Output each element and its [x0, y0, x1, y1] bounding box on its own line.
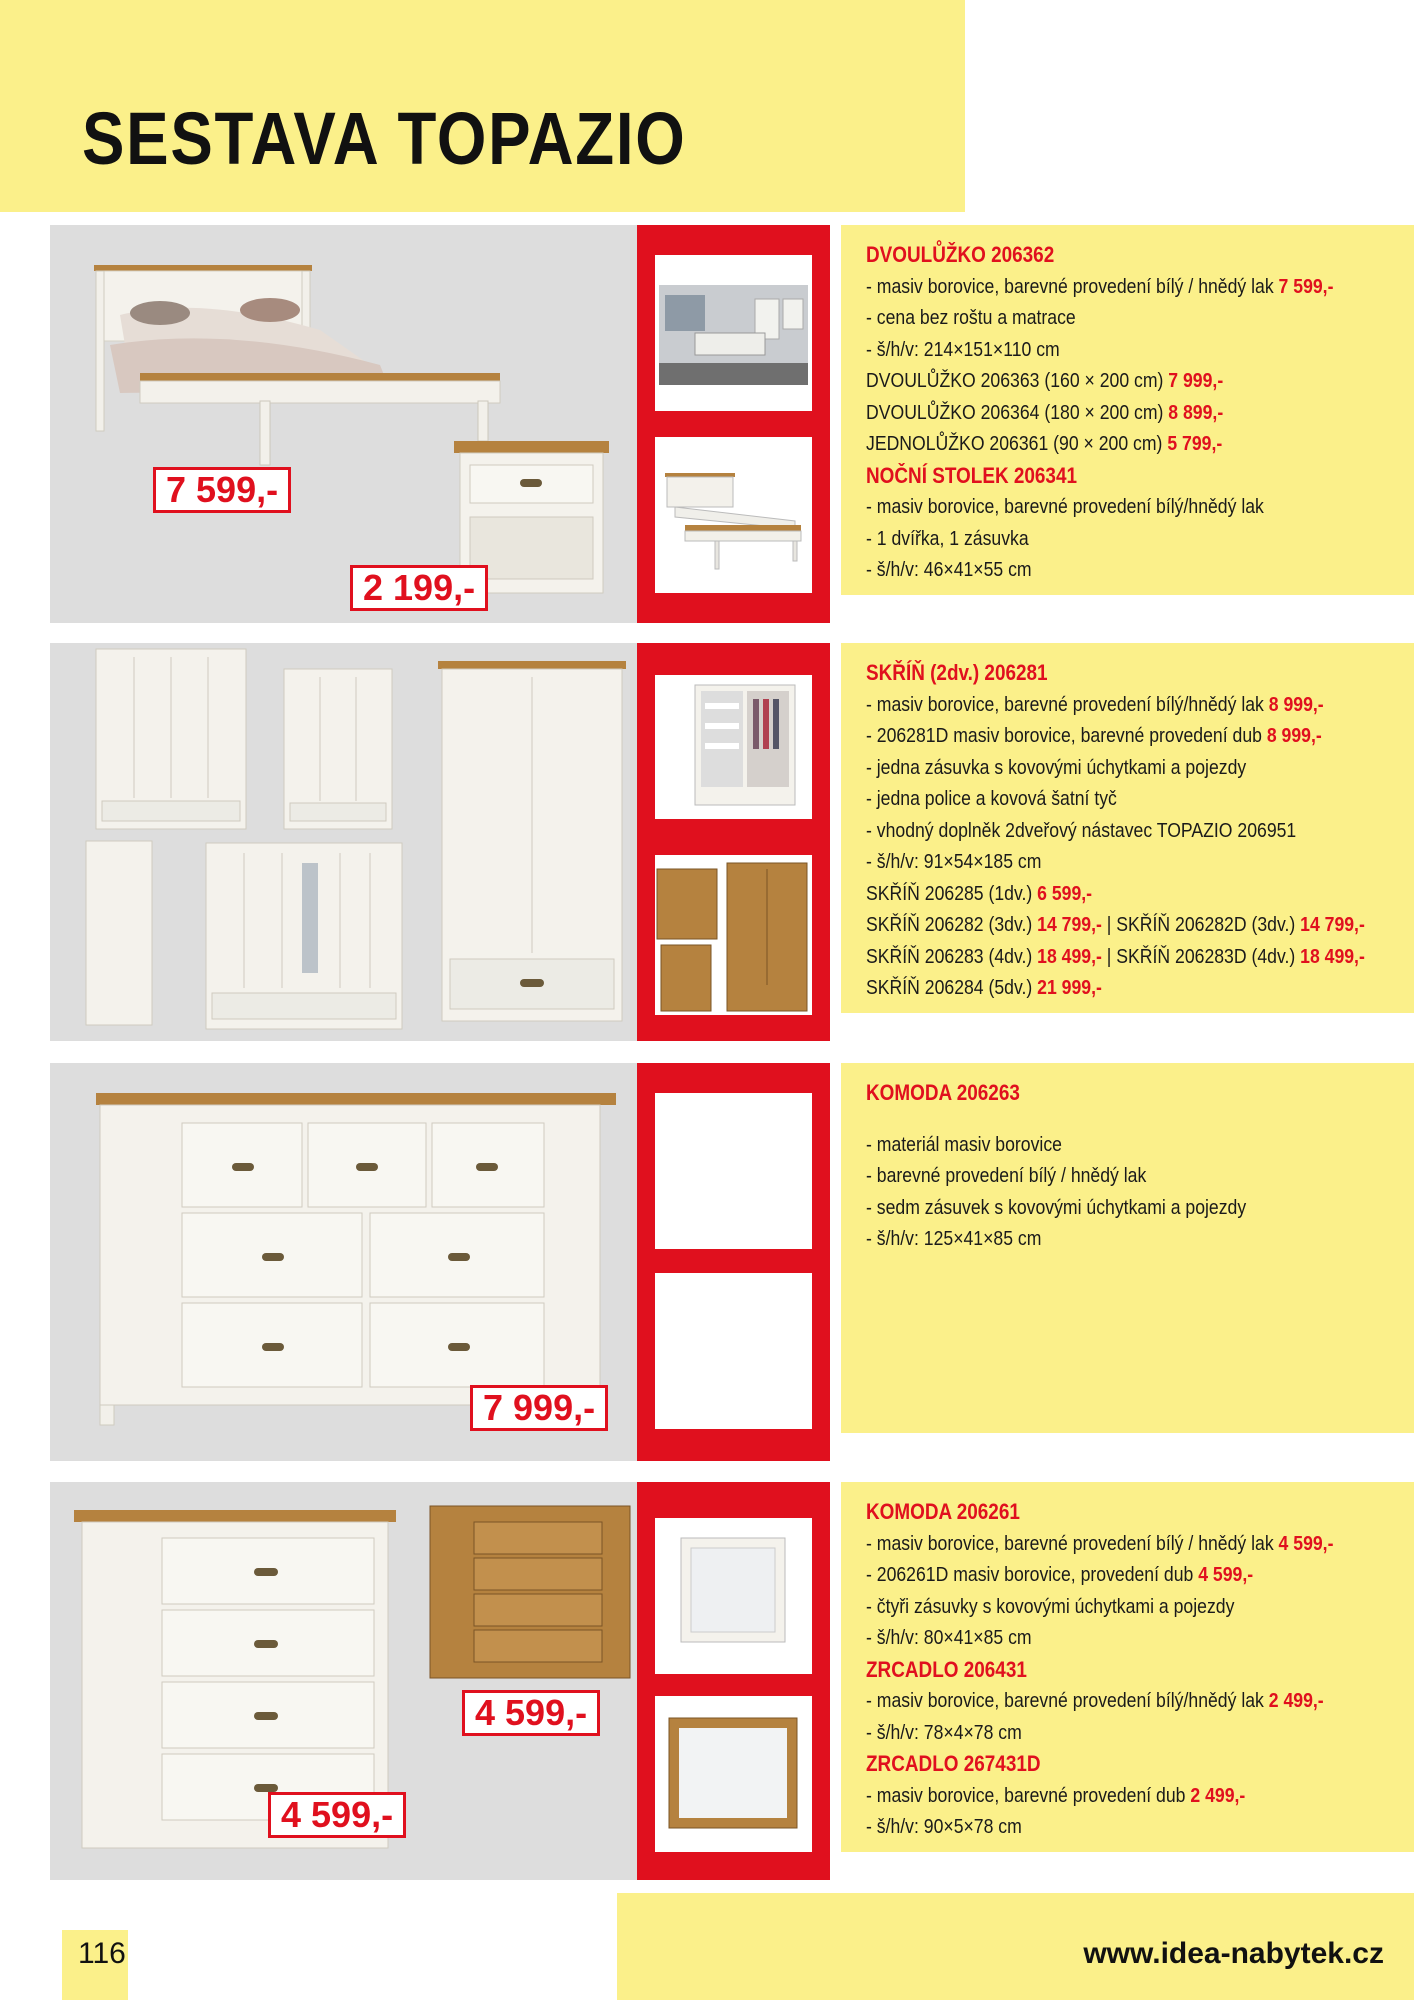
line-text: - vhodný doplněk 2dveřový nástavec TOPAZIO 206951 [866, 818, 1297, 842]
line-text: ZRCADLO 267431D [866, 1751, 1041, 1776]
line-text: SKŘÍŇ (2dv.) 206281 [866, 660, 1048, 685]
product-detail-line [866, 972, 1337, 1004]
section-3-thumb-strip [637, 1063, 830, 1461]
product-detail-line [866, 878, 1337, 910]
thumb-mirror-oak [655, 1696, 812, 1852]
bed-and-nightstand-illustration [50, 225, 637, 623]
product-heading [866, 1496, 1337, 1528]
line-text: - masiv borovice, barevné provedení bílý / hnědý lak [866, 274, 1279, 298]
line-text: SKŘÍŇ 206282 (3dv.) [866, 913, 1038, 936]
section-2-text [841, 643, 1414, 1013]
website-link[interactable]: www.idea-nabytek.cz [1083, 1937, 1384, 1970]
line-text: - sedm zásuvek s kovovými úchytkami a pojezdy [866, 1195, 1247, 1219]
price-tag-bed: 7 599,- [153, 467, 291, 513]
thumb-mirror-white [655, 1518, 812, 1674]
line-text: - š/h/v: 125×41×85 cm [866, 1227, 1042, 1250]
line-price: 2 499,- [1268, 1689, 1324, 1712]
section-1-text [841, 225, 1414, 595]
line-price: 4 599,- [1198, 1563, 1254, 1586]
line-text: - masiv borovice, barevné provedení dub [866, 1783, 1191, 1807]
product-detail-line [866, 1223, 1337, 1255]
line-text: - barevné provedení bílý / hnědý lak [866, 1164, 1147, 1187]
line-text: KOMODA 206261 [866, 1499, 1020, 1524]
line-text: KOMODA 206263 [866, 1080, 1020, 1105]
product-heading [866, 460, 1337, 492]
line-price-2: 14 799,- [1300, 913, 1365, 936]
page-title: SESTAVA TOPAZIO [82, 97, 687, 180]
product-detail-line [866, 1811, 1337, 1843]
thumb-empty-1 [655, 1093, 812, 1249]
product-detail-line [866, 1780, 1337, 1812]
product-detail-line [866, 815, 1337, 847]
product-detail-line [866, 846, 1337, 878]
line-text: - masiv borovice, barevné provedení bílý / hnědý lak [866, 1531, 1279, 1555]
product-detail-line [866, 1591, 1337, 1623]
product-heading [866, 1077, 1337, 1109]
line-text: SKŘÍŇ 206283 (4dv.) [866, 944, 1038, 968]
line-text-2: | SKŘÍŇ 206282D (3dv.) [1101, 913, 1301, 936]
product-heading [866, 657, 1337, 689]
line-price: 21 999,- [1037, 976, 1102, 999]
line-text: - š/h/v: 214×151×110 cm [866, 337, 1060, 361]
line-price: 8 999,- [1268, 692, 1324, 716]
product-detail-line [866, 1528, 1337, 1560]
section-3-lines [866, 1077, 1414, 1255]
section-1-lines [866, 239, 1414, 586]
section-4-image-panel [50, 1482, 637, 1880]
thumb-empty-2 [655, 1273, 812, 1429]
product-detail-line [866, 720, 1337, 752]
section-2-thumb-strip [637, 643, 830, 1041]
line-price: 4 599,- [1278, 1531, 1334, 1555]
product-detail-line [866, 1192, 1337, 1224]
line-text: - š/h/v: 46×41×55 cm [866, 558, 1032, 581]
line-price: 14 799,- [1037, 913, 1102, 936]
line-text: - masiv borovice, barevné provedení bílý/hnědý lak [866, 495, 1264, 518]
product-detail-line [866, 271, 1337, 303]
product-heading [866, 1654, 1337, 1686]
line-text: - 206261D masiv borovice, provedení dub [866, 1563, 1199, 1586]
line-text: - jedna police a kovová šatní tyč [866, 787, 1117, 810]
thumb-wardrobes-oak [655, 855, 812, 1015]
line-price: 8 899,- [1168, 400, 1224, 424]
line-text: - masiv borovice, barevné provedení bílý/hnědý lak [866, 692, 1269, 716]
price-tag-nightstand: 2 199,- [350, 565, 488, 611]
line-price: 8 999,- [1266, 724, 1322, 747]
thumb-bed [655, 437, 812, 593]
line-text: SKŘÍŇ 206285 (1dv.) [866, 881, 1038, 905]
product-detail-line [866, 689, 1337, 721]
line-text: NOČNÍ STOLEK 206341 [866, 462, 1078, 488]
line-price-2: 18 499,- [1300, 944, 1365, 968]
product-detail-line [866, 752, 1337, 784]
section-1-image-panel [50, 225, 637, 623]
product-detail-line [866, 909, 1365, 941]
line-text: DVOULŮŽKO 206362 [866, 242, 1055, 267]
line-price: 2 499,- [1190, 1783, 1246, 1807]
section-1-thumb-strip [637, 225, 830, 623]
product-detail-line [866, 1685, 1337, 1717]
product-heading [866, 239, 1337, 271]
product-heading [866, 1748, 1337, 1780]
product-detail-line [866, 783, 1337, 815]
product-detail-line [866, 302, 1337, 334]
product-detail-line [866, 1129, 1337, 1161]
product-detail-line [866, 554, 1337, 586]
line-text: - cena bez roštu a matrace [866, 306, 1076, 329]
text-gap [866, 1109, 1414, 1129]
line-text: ZRCADLO 206431 [866, 1656, 1027, 1682]
product-detail-line [866, 523, 1337, 555]
product-detail-line [866, 941, 1365, 973]
line-text: - 1 dvířka, 1 zásuvka [866, 526, 1029, 550]
section-4-lines [866, 1496, 1414, 1843]
line-price: 7 999,- [1168, 369, 1224, 392]
line-price: 6 599,- [1037, 881, 1093, 905]
line-text: DVOULŮŽKO 206363 (160 × 200 cm) [866, 369, 1169, 392]
product-detail-line [866, 1622, 1337, 1654]
product-detail-line [866, 1717, 1337, 1749]
price-tag-dresser-206261: 4 599,- [268, 1792, 406, 1838]
section-2-image-panel [50, 643, 637, 1041]
page-number: 116 [78, 1937, 126, 1970]
price-tag-dresser-206263: 7 999,- [470, 1385, 608, 1431]
product-detail-line [866, 334, 1337, 366]
line-text: - š/h/v: 80×41×85 cm [866, 1626, 1032, 1649]
section-4-text [841, 1482, 1414, 1852]
thumb-wardrobe-open [655, 675, 812, 819]
product-detail-line [866, 428, 1337, 460]
line-text: - š/h/v: 90×5×78 cm [866, 1815, 1022, 1838]
section-3-text [841, 1063, 1414, 1433]
line-text: JEDNOLŮŽKO 206361 (90 × 200 cm) [866, 432, 1168, 455]
line-price: 18 499,- [1037, 944, 1102, 968]
line-text: SKŘÍŇ 206284 (5dv.) [866, 976, 1038, 999]
line-text: - 206281D masiv borovice, barevné provedení dub [866, 724, 1267, 747]
line-text: - materiál masiv borovice [866, 1132, 1062, 1156]
line-text: - jedna zásuvka s kovovými úchytkami a pojezdy [866, 755, 1247, 779]
product-detail-line [866, 365, 1337, 397]
price-tag-dresser-206261D: 4 599,- [462, 1690, 600, 1736]
line-text-2: | SKŘÍŇ 206283D (4dv.) [1101, 944, 1301, 968]
line-text: - masiv borovice, barevné provedení bílý/hnědý lak [866, 1689, 1269, 1712]
line-text: - š/h/v: 91×54×185 cm [866, 850, 1042, 873]
product-detail-line [866, 491, 1337, 523]
section-2-lines [866, 657, 1414, 1004]
line-price: 7 599,- [1278, 274, 1334, 298]
line-text: - čtyři zásuvky s kovovými úchytkami a pojezdy [866, 1594, 1235, 1618]
product-detail-line [866, 397, 1337, 429]
line-price: 5 799,- [1167, 432, 1223, 455]
line-text: - š/h/v: 78×4×78 cm [866, 1720, 1022, 1744]
product-detail-line [866, 1160, 1337, 1192]
thumb-bedroom-room [655, 255, 812, 411]
section-3-image-panel [50, 1063, 637, 1461]
product-detail-line [866, 1559, 1337, 1591]
line-text: DVOULŮŽKO 206364 (180 × 200 cm) [866, 400, 1169, 424]
section-4-thumb-strip [637, 1482, 830, 1880]
wardrobes-illustration [50, 643, 637, 1041]
